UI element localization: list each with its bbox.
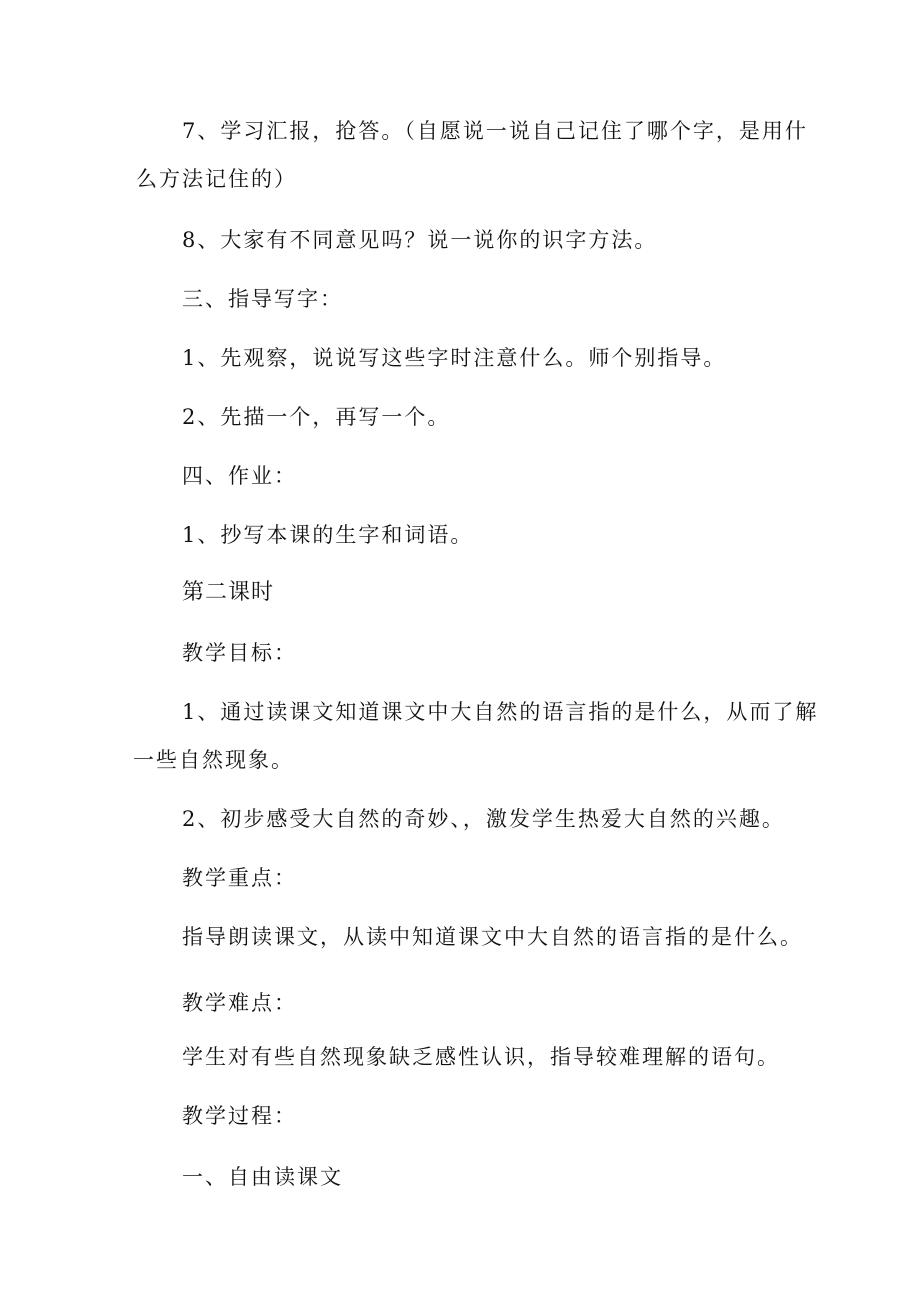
section-heading-writing: 三、指导写字： bbox=[182, 287, 343, 311]
paragraph-step-7-line-1: 7、学习汇报，抢答。（自愿说一说自己记住了哪个字，是用什 bbox=[182, 119, 808, 143]
heading-key-points: 教学重点： bbox=[182, 866, 297, 890]
paragraph-writing-2: 2、先描一个，再写一个。 bbox=[182, 405, 451, 429]
paragraph-goal-2: 2、初步感受大自然的奇妙、，激发学生热爱大自然的兴趣。 bbox=[182, 807, 785, 831]
heading-difficulties: 教学难点： bbox=[182, 991, 297, 1015]
heading-teaching-process: 教学过程： bbox=[182, 1104, 297, 1128]
heading-teaching-goals: 教学目标： bbox=[182, 641, 297, 665]
paragraph-homework-1: 1、抄写本课的生字和词语。 bbox=[182, 523, 474, 547]
paragraph-goal-1-line-1: 1、通过读课文知道课文中大自然的语言指的是什么，从而了解 bbox=[182, 700, 819, 724]
section-heading-free-reading: 一、自由读课文 bbox=[182, 1165, 343, 1189]
paragraph-difficulties: 学生对有些自然现象缺乏感性认识，指导较难理解的语句。 bbox=[182, 1045, 780, 1069]
paragraph-goal-1-line-2: 一些自然现象。 bbox=[133, 748, 294, 772]
paragraph-key-points: 指导朗读课文，从读中知道课文中大自然的语言指的是什么。 bbox=[182, 925, 803, 949]
lesson-heading-second: 第二课时 bbox=[182, 580, 275, 605]
paragraph-writing-1: 1、先观察，说说写这些字时注意什么。师个别指导。 bbox=[182, 346, 727, 370]
section-heading-homework: 四、作业： bbox=[182, 464, 297, 488]
paragraph-step-8: 8、大家有不同意见吗？说一说你的识字方法。 bbox=[182, 228, 658, 252]
paragraph-step-7-line-2: 么方法记住的） bbox=[136, 167, 297, 191]
